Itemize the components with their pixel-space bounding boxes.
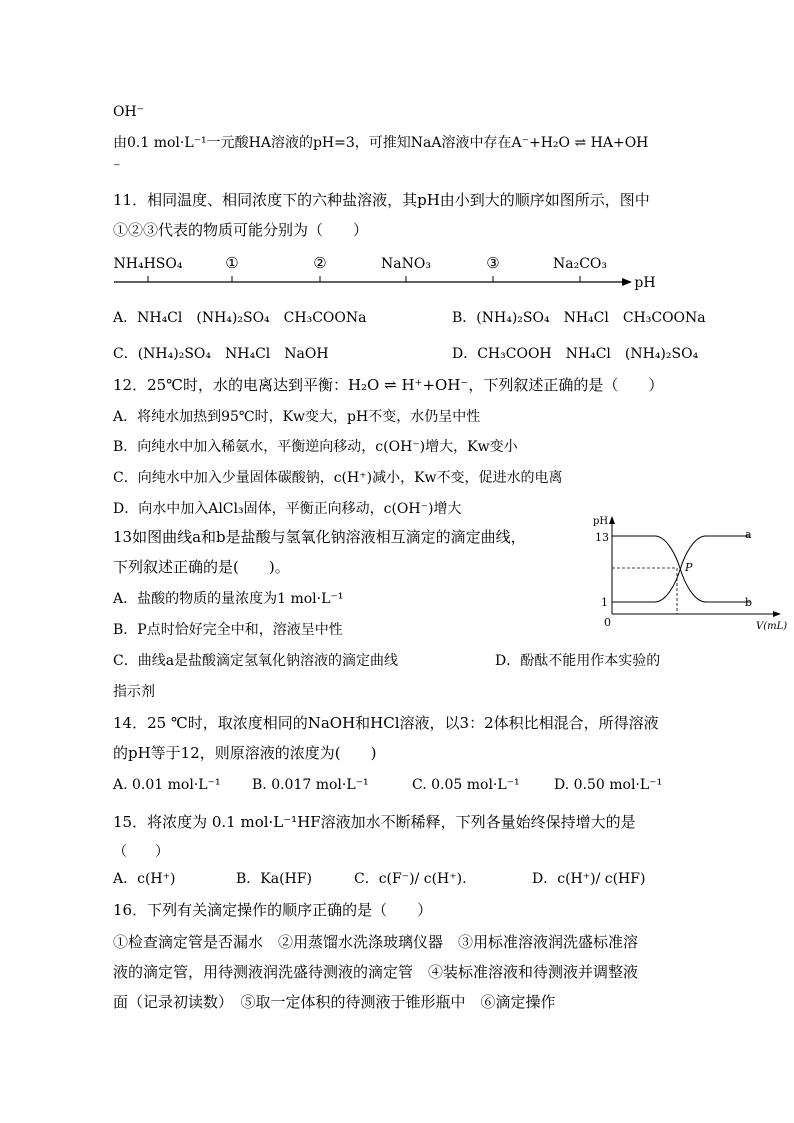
q11-option-a: A．NH₄Cl (NH₄)₂SO₄ CH₃COONa — [113, 310, 367, 326]
axis-label-1: ① — [225, 254, 239, 272]
q13-option-b: B．P点时恰好完全中和，溶液呈中性 — [113, 622, 343, 638]
q15-option-c: C．c(F⁻)/ c(H⁺). — [354, 871, 467, 887]
axis-label-0: NH₄HSO₄ — [113, 256, 183, 272]
q14-stem-1: 14．25 ℃时，取浓度相同的NaOH和HCl溶液，以3：2体积比相混合，所得溶液 — [113, 714, 659, 732]
curve-b-label: b — [745, 596, 753, 609]
q16-body-3: 面（记录初读数） ⑤取一定体积的待测液于锥形瓶中 ⑥滴定操作 — [113, 993, 556, 1011]
q15-option-d: D．c(H⁺)/ c(HF) — [532, 871, 646, 887]
fragment-line-1: OH⁻ — [113, 104, 145, 120]
q13-option-c: C．曲线a是盐酸滴定氢氧化钠溶液的滴定曲线 — [113, 653, 399, 669]
axis-unit: pH — [634, 275, 656, 291]
q12-option-a: A．将纯水加热到95℃时，Kw变大，pH不变，水仍呈中性 — [113, 409, 481, 425]
curves — [612, 536, 750, 602]
curve-a-label: a — [745, 528, 752, 541]
point-p-label: P — [685, 561, 693, 574]
q11-option-b: B．(NH₄)₂SO₄ NH₄Cl CH₃COONa — [452, 310, 706, 326]
q11-option-d: D．CH₃COOH NH₄Cl (NH₄)₂SO₄ — [452, 346, 699, 362]
q13-option-d: D．酚酞不能用作本实验的 — [495, 653, 661, 669]
ph-order-axis — [110, 252, 670, 296]
q13-option-a: A．盐酸的物质的量浓度为1 mol·L⁻¹ — [113, 591, 344, 607]
axis-label-3: NaNO₃ — [381, 256, 431, 272]
q13-stem-1: 13如图曲线a和b是盐酸与氢氧化钠溶液相互滴定的滴定曲线， — [113, 528, 526, 546]
fragment-line-3: ⁻ — [113, 160, 121, 176]
q11-option-c: C．(NH₄)₂SO₄ NH₄Cl NaOH — [113, 346, 329, 362]
q11-stem-1: 11．相同温度、相同浓度下的六种盐溶液，其pH由小到大的顺序如图所示，图中 — [113, 191, 650, 209]
q14-option-d: D. 0.50 mol·L⁻¹ — [554, 777, 663, 793]
q14-option-a: A. 0.01 mol·L⁻¹ — [113, 777, 221, 793]
q15-stem-1: 15．将浓度为 0.1 mol·L⁻¹HF溶液加水不断稀释，下列各量始终保持增大的是 — [113, 813, 636, 831]
q14-option-b: B. 0.017 mol·L⁻¹ — [252, 777, 369, 793]
q12-option-b: B．向纯水中加入稀氨水，平衡逆向移动，c(OH⁻)增大，Kw变小 — [113, 439, 518, 455]
y-axis-label: pH — [593, 516, 609, 527]
y-tick-13: 13 — [595, 531, 609, 544]
q12-stem: 12．25℃时，水的电离达到平衡：H₂O ⇌ H⁺+OH⁻，下列叙述正确的是（ ） — [113, 376, 664, 394]
x-axis-label: V(mL) — [756, 621, 788, 632]
q16-body-2: 液的滴定管，用待测液润洗盛待测液的滴定管 ④装标准溶液和待测液并调整液 — [113, 963, 639, 981]
fragment-line-2: 由0.1 mol·L⁻¹一元酸HA溶液的pH=3，可推知NaA溶液中存在A⁻+H₂O ⇌ HA+OH — [113, 135, 649, 151]
q12-option-d: D．向水中加入AlCl₃固体，平衡正向移动，c(OH⁻)增大 — [113, 501, 462, 517]
curve-a — [612, 536, 750, 602]
q14-stem-2: 的pH等于12，则原溶液的浓度为( ) — [113, 744, 377, 762]
q15-option-a: A．c(H⁺) — [113, 871, 176, 887]
titration-chart — [585, 508, 794, 634]
y-tick-1: 1 — [601, 596, 608, 609]
q15-stem-2: （ ） — [113, 844, 169, 860]
q16-stem: 16．下列有关滴定操作的顺序正确的是（ ） — [113, 901, 433, 919]
q13-stem-2: 下列叙述正确的是( )。 — [113, 558, 290, 576]
q12-option-c: C．向纯水中加入少量固体碳酸钠，c(H⁺)减小，Kw不变，促进水的电离 — [113, 470, 563, 486]
q15-option-b: B．Ka(HF) — [236, 871, 312, 887]
origin-label: 0 — [604, 616, 611, 629]
q13-option-d-cont: 指示剂 — [113, 684, 155, 700]
axis-label-5: Na₂CO₃ — [552, 256, 608, 272]
q14-option-c: C. 0.05 mol·L⁻¹ — [412, 777, 520, 793]
curve-b — [612, 536, 750, 602]
axis-label-2: ② — [313, 254, 327, 272]
axis-label-4: ③ — [486, 254, 500, 272]
q16-body-1: ①检查滴定管是否漏水 ②用蒸馏水洗涤玻璃仪器 ③用标准溶液润洗盛标准溶 — [113, 933, 639, 951]
q11-stem-2: ①②③代表的物质可能分别为（ ） — [113, 221, 369, 239]
